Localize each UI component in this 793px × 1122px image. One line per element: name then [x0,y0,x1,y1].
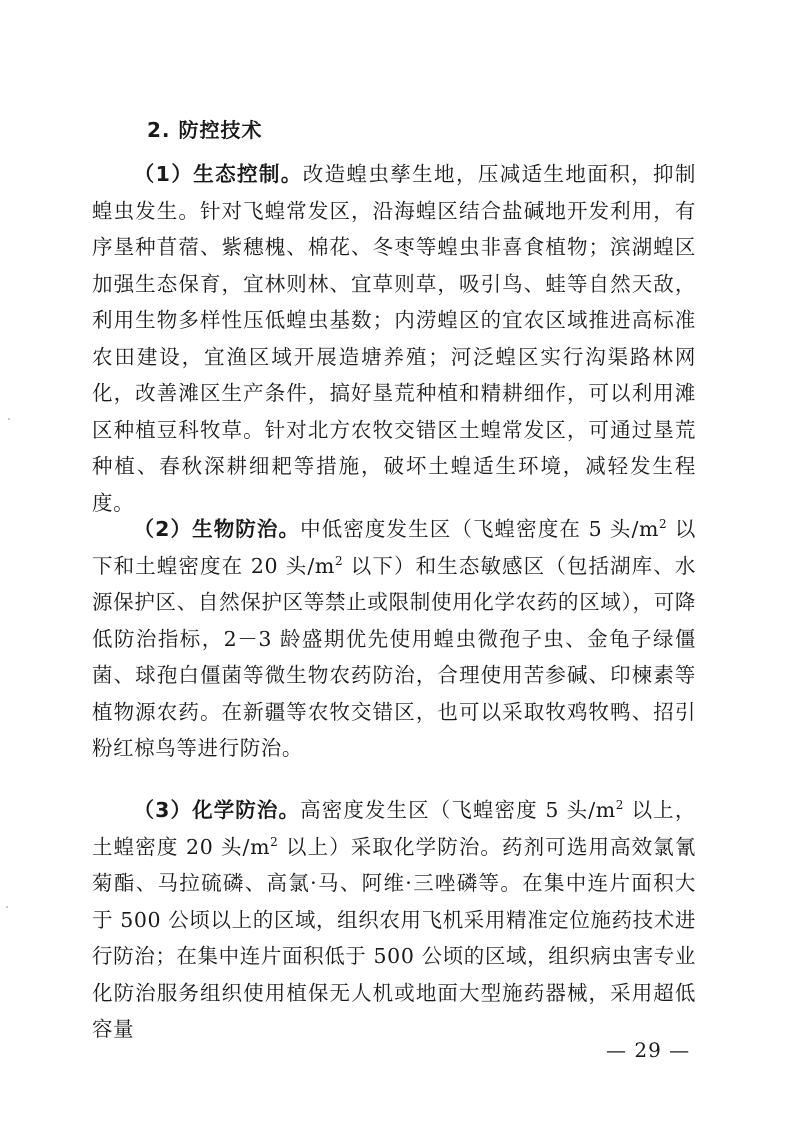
superscript: 2 [659,517,668,532]
section-heading: 2. 防控技术 [147,118,263,142]
paragraph-body: 改造蝗虫孳生地，压减适生地面积，抑制蝗虫发生。针对飞蝗常发区，沿海蝗区结合盐碱地开发利用，有序垦种苜蓿、紫穗槐、棉花、冬枣等蝗虫非喜食植物；滨湖蝗区加强生态保育，宜林则林、宜草则草，吸引鸟、蛙等自然天敌，利用生物多样性压低蝗虫基数；内涝蝗区的宜农区域推进高标准农田建设，宜渔区域开展造塘养殖；河泛蝗区实行沟渠路林网化，改善滩区生产条件，搞好垦荒种植和精耕细作，可以利用滩区种植豆科牧草。针对北方农牧交错区土蝗常发区，可通过垦荒种植、春秋深耕细耙等措施，破坏土蝗适生环境，减轻发生程度。 [92,162,696,515]
scan-speck [6,906,8,908]
page-number: — 29 — [606,1038,691,1062]
paragraph-ecological-control [92,156,696,521]
superscript: 2 [615,798,625,813]
paragraph-body: 以下）和生态敏感区（包括湖库、水源保护区、自然保护区等禁止或限制使用化学农药的区域），可降低防治指标，2－3 龄盛期优先使用蝗虫微孢子虫、金龟子绿僵菌、球孢白僵菌等微生物农药防治，合理使用苦参碱、印楝素等植物源农药。在新疆等农牧交错区，也可以采取牧鸡牧鸭、招引粉红椋鸟等进行防治。 [92,553,696,760]
superscript: 2 [270,834,279,849]
paragraph-body: 中低密度发生区（飞蝗密度在 5 头/m [300,517,660,541]
paragraph-lead: （2）生物防治。 [133,517,301,541]
paragraph-chemical-control [92,792,696,1048]
paragraph-lead: （1）生态控制。 [133,162,303,186]
paragraph-body: 以上，土蝗密度 20 头/m [92,798,696,859]
paragraph-body: 以下和土蝗密度在 20 头/m [92,517,696,578]
paragraph-lead: （3）化学防治。 [133,798,301,822]
superscript: 2 [334,553,344,568]
paragraph-biological-control [92,511,696,767]
paragraph-body: 高密度发生区（飞蝗密度 5 头/m [300,798,616,822]
paragraph-body: 以上）采取化学防治。药剂可选用高效氯氰菊酯、马拉硫磷、高氯·马、阿维·三唑磷等。在集中连片面积大于 500 公顷以上的区域，组织农用飞机采用精准定位施药技术进行防治；在集中连片面积低于 500 公顷的区域，组织病虫害专业化防治服务组织使用植保无人机或地面大型施药器械，采用超低容量 [92,834,696,1041]
scan-speck [8,418,10,420]
